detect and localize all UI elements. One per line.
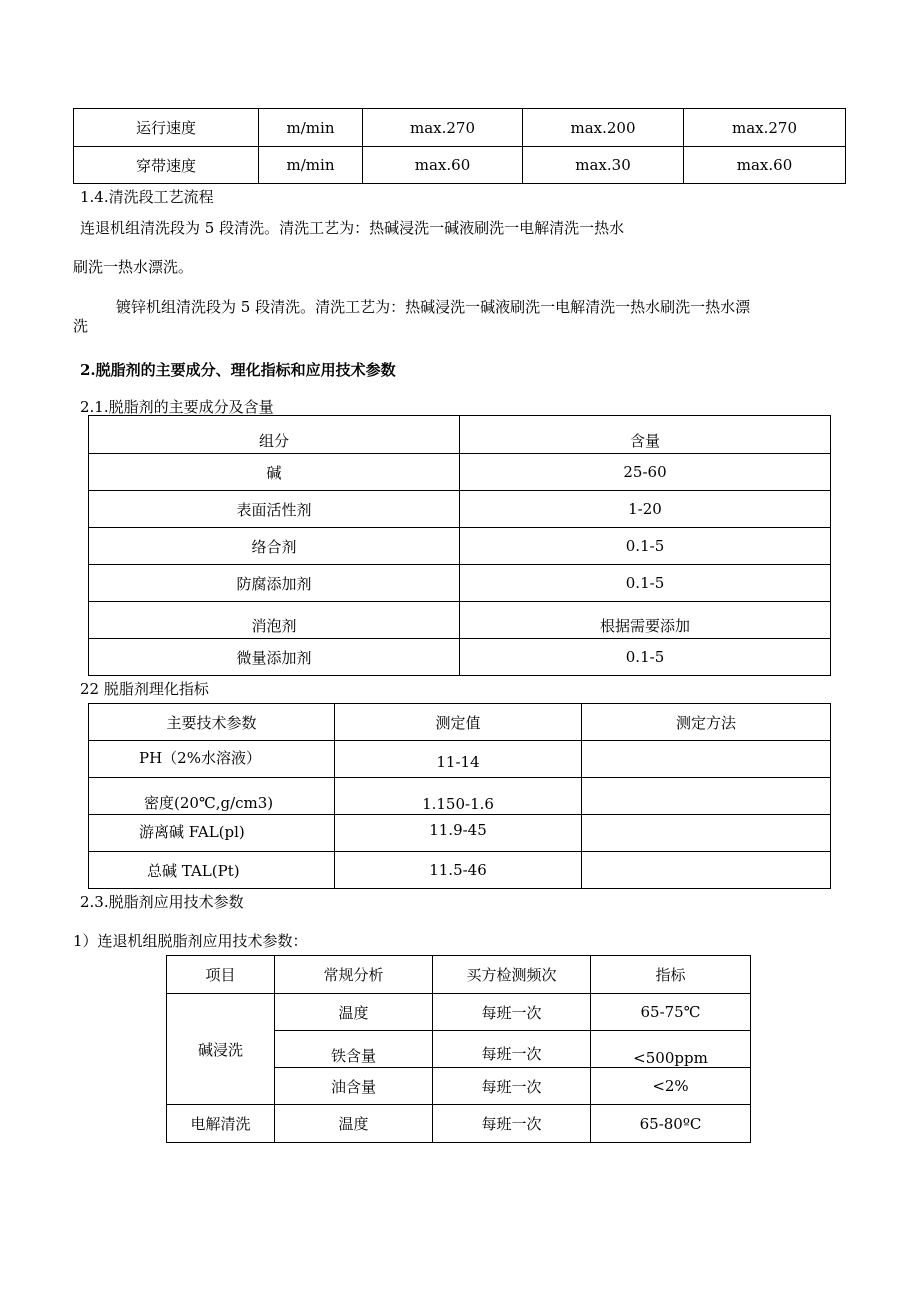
table-cell: m/min — [259, 109, 363, 147]
table-cell: 穿带速度 — [74, 147, 259, 184]
table-cell: 1.150-1.6 — [335, 778, 582, 815]
table-cell: 25-60 — [460, 454, 831, 491]
table-cell: 每班一次 — [433, 1105, 591, 1143]
section-heading: 2.脱脂剂的主要成分、理化指标和应用技术参数 — [80, 361, 396, 379]
column-header: 指标 — [591, 956, 751, 994]
column-header: 项目 — [167, 956, 275, 994]
table-row — [89, 815, 831, 852]
column-header: 测定值 — [335, 704, 582, 741]
table-cell: 0.1-5 — [460, 639, 831, 676]
section-heading: 22 脱脂剂理化指标 — [80, 680, 209, 698]
table-row — [74, 109, 846, 147]
table-cell: 防腐添加剂 — [89, 565, 460, 602]
group-cell: 碱浸洗 — [167, 994, 275, 1105]
table-row — [167, 994, 751, 1031]
table-cell: 总碱 TAL(Pt) — [89, 852, 335, 889]
table-row — [89, 778, 831, 815]
group-cell: 电解清洗 — [167, 1105, 275, 1143]
table-cell: 0.1-5 — [460, 528, 831, 565]
table-row — [89, 852, 831, 889]
table-row — [74, 147, 846, 184]
table-cell: max.30 — [523, 147, 684, 184]
table-cell: 11.9-45 — [335, 815, 582, 852]
table-cell: 每班一次 — [433, 1031, 591, 1068]
physicochemical-table — [88, 703, 831, 889]
table-header-row — [167, 956, 751, 994]
section-heading: 1.4.清洗段工艺流程 — [80, 188, 214, 206]
table-row — [89, 602, 831, 639]
table-cell: 每班一次 — [433, 1068, 591, 1105]
sub-heading: 1）连退机组脱脂剂应用技术参数： — [73, 932, 308, 950]
paragraph-line: 刷洗一热水漂洗。 — [73, 258, 194, 276]
column-header: 买方检测频次 — [433, 956, 591, 994]
table-cell: max.60 — [363, 147, 523, 184]
table-row — [89, 565, 831, 602]
table-cell: 65-80ºC — [591, 1105, 751, 1143]
table-cell: 络合剂 — [89, 528, 460, 565]
table-cell: 11.5-46 — [335, 852, 582, 889]
table-cell — [582, 741, 831, 778]
table-cell: 碱 — [89, 454, 460, 491]
section-heading: 2.1.脱脂剂的主要成分及含量 — [80, 398, 274, 416]
application-table — [166, 955, 751, 1143]
table-cell: 温度 — [275, 994, 433, 1031]
column-header: 含量 — [460, 416, 831, 454]
table-header-row — [89, 704, 831, 741]
table-cell — [582, 778, 831, 815]
table-cell: 根据需要添加 — [460, 602, 831, 639]
table-cell: 每班一次 — [433, 994, 591, 1031]
table-header-row — [89, 416, 831, 454]
table-cell: <2% — [591, 1068, 751, 1105]
table-row — [89, 454, 831, 491]
table-cell: max.270 — [363, 109, 523, 147]
table-cell: 游离碱 FAL(pl) — [89, 815, 335, 852]
table-cell: 油含量 — [275, 1068, 433, 1105]
column-header: 常规分析 — [275, 956, 433, 994]
column-header: 主要技术参数 — [89, 704, 335, 741]
table-cell: 11-14 — [335, 741, 582, 778]
table-cell: <500ppm — [591, 1031, 751, 1068]
table-cell: 铁含量 — [275, 1031, 433, 1068]
table-cell: 表面活性剂 — [89, 491, 460, 528]
table-cell: m/min — [259, 147, 363, 184]
speed-table — [73, 108, 846, 184]
column-header: 组分 — [89, 416, 460, 454]
table-row — [89, 528, 831, 565]
paragraph-line: 洗 — [73, 317, 89, 335]
table-row — [89, 741, 831, 778]
table-cell: 0.1-5 — [460, 565, 831, 602]
table-cell — [582, 815, 831, 852]
column-header: 测定方法 — [582, 704, 831, 741]
table-row — [89, 639, 831, 676]
table-cell: max.200 — [523, 109, 684, 147]
table-cell: 密度(20℃,g/cm3) — [89, 778, 335, 815]
table-cell: max.270 — [684, 109, 846, 147]
table-row — [167, 1105, 751, 1143]
table-cell: 1-20 — [460, 491, 831, 528]
table-cell: 运行速度 — [74, 109, 259, 147]
table-cell: 微量添加剂 — [89, 639, 460, 676]
paragraph-line: 连退机组清洗段为 5 段清洗。清洗工艺为：热碱浸洗一碱液刷洗一电解清洗一热水 — [80, 219, 625, 237]
paragraph-line: 镀锌机组清洗段为 5 段清洗。清洗工艺为：热碱浸洗一碱液刷洗一电解清洗一热水刷洗一热水漂 — [116, 298, 751, 316]
composition-table — [88, 415, 831, 676]
table-cell: 65-75℃ — [591, 994, 751, 1031]
section-heading: 2.3.脱脂剂应用技术参数 — [80, 893, 244, 911]
table-row — [89, 491, 831, 528]
table-cell: max.60 — [684, 147, 846, 184]
table-cell: 消泡剂 — [89, 602, 460, 639]
table-cell: PH（2%水溶液） — [89, 741, 335, 778]
table-cell: 温度 — [275, 1105, 433, 1143]
table-cell — [582, 852, 831, 889]
